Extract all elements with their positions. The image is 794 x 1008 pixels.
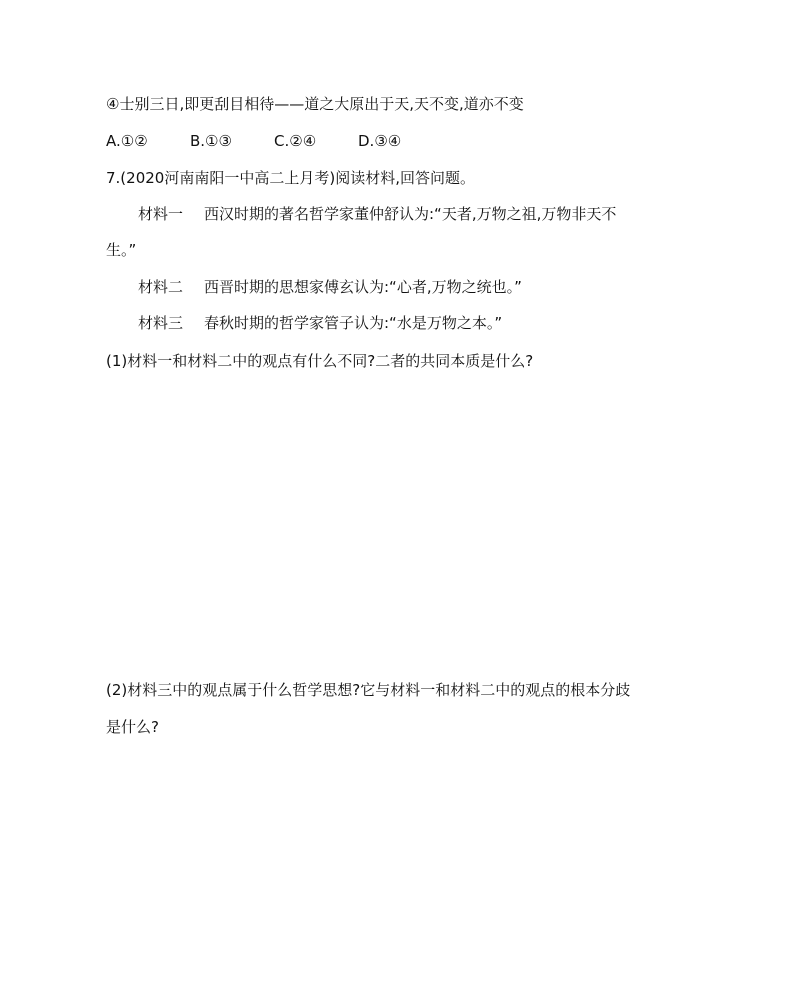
option-a: A.①②	[106, 132, 148, 150]
question7-stem: 7.(2020河南南阳一中高二上月考)阅读材料,回答问题。	[106, 169, 475, 187]
material-one-label: 材料一	[138, 205, 184, 223]
material-two	[138, 277, 522, 297]
material-one-continuation: 生。”	[106, 241, 137, 259]
material-three-label: 材料三	[138, 314, 184, 332]
material-three-text: 春秋时期的哲学家管子认为:“水是万物之本。”	[204, 314, 503, 332]
question6-options	[106, 131, 401, 151]
material-two-text: 西晋时期的思想家傅玄认为:“心者,万物之统也。”	[204, 278, 522, 296]
option-b: B.①③	[190, 132, 232, 150]
material-one	[138, 204, 616, 224]
sub-question-2-continuation: 是什么?	[106, 718, 159, 736]
option-d: D.③④	[358, 132, 402, 150]
material-two-label: 材料二	[138, 278, 184, 296]
material-three	[138, 313, 502, 333]
question6-item4: ④士别三日,即更刮目相待——道之大原出于天,天不变,道亦不变	[106, 95, 524, 113]
material-one-text: 西汉时期的著名哲学家董仲舒认为:“天者,万物之祖,万物非天不	[204, 205, 617, 223]
sub-question-1: (1)材料一和材料二中的观点有什么不同?二者的共同本质是什么?	[106, 352, 534, 370]
option-c: C.②④	[274, 132, 317, 150]
sub-question-2: (2)材料三中的观点属于什么哲学思想?它与材料一和材料二中的观点的根本分歧	[106, 681, 631, 699]
